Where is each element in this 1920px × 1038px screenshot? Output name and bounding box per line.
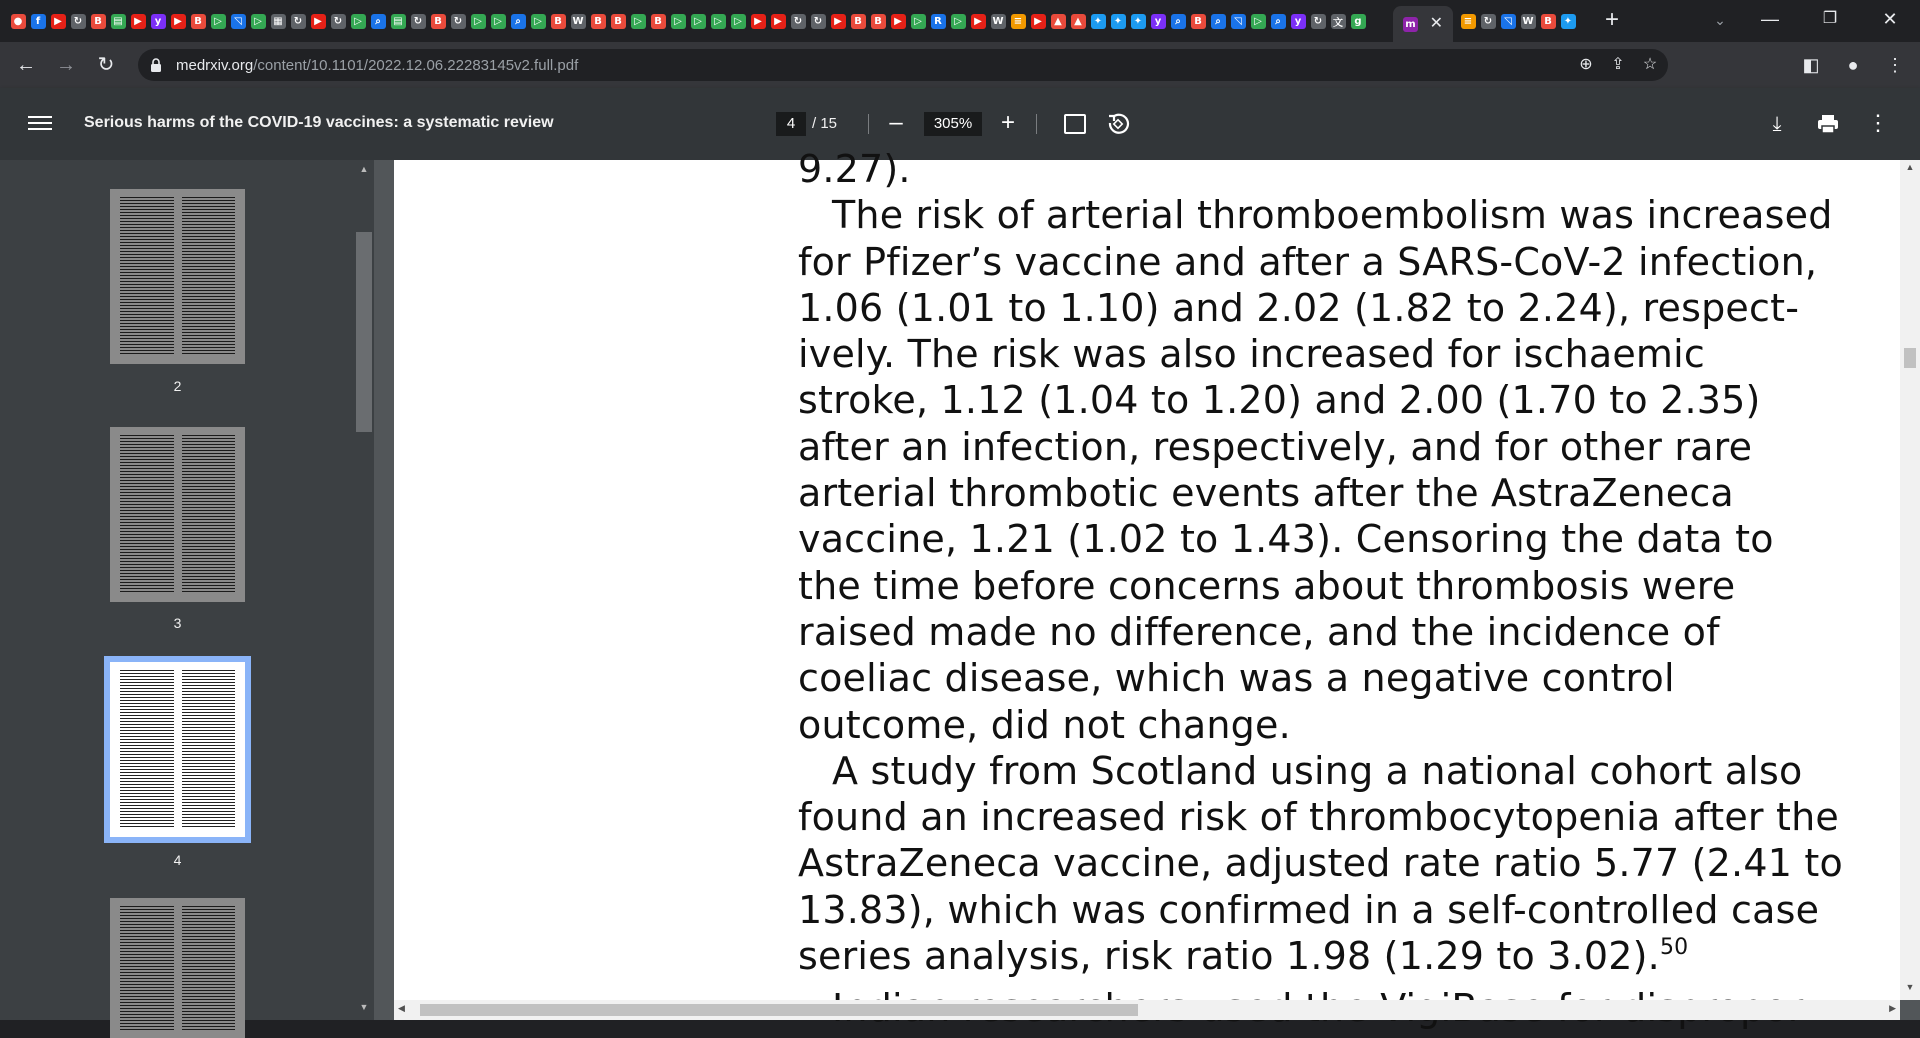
text-line-content: The risk of arterial thromboembolism was increased xyxy=(832,193,1833,238)
tab-search-button[interactable]: ⌄ xyxy=(1714,12,1726,28)
vertical-scrollbar-thumb[interactable] xyxy=(1904,348,1916,368)
hamburger-menu-icon[interactable] xyxy=(28,112,52,136)
thumbnail-label: 3 xyxy=(173,615,182,631)
pinned-tab[interactable] xyxy=(148,8,168,34)
text-line-content: arterial thrombotic events after the AstraZeneca xyxy=(798,471,1734,516)
text-line-content: vaccine, 1.21 (1.02 to 1.43). Censoring the data to xyxy=(798,517,1774,562)
text-line-content: raised made no difference, and the incidence of xyxy=(798,609,1720,654)
pinned-tab[interactable] xyxy=(1048,8,1068,34)
sidebar-scrollbar-thumb[interactable] xyxy=(356,232,372,432)
r-icon: R xyxy=(931,14,946,29)
pinned-tab[interactable] xyxy=(548,8,568,34)
page-thumbnail[interactable] xyxy=(110,189,245,364)
b-icon: B xyxy=(1191,14,1206,29)
zoom-icon[interactable]: ⊕ xyxy=(1579,56,1593,73)
new-tab-button[interactable]: + xyxy=(1604,6,1619,33)
thumbnail-label: 4 xyxy=(173,852,182,868)
text-line xyxy=(798,470,1878,516)
text-line-content: AstraZeneca vaccine, adjusted rate ratio 5.77 (2.41 to xyxy=(798,841,1843,886)
pinned-tab[interactable] xyxy=(648,8,668,34)
pinned-tab[interactable] xyxy=(488,8,508,34)
page-text xyxy=(798,146,1878,993)
toolbar-divider xyxy=(868,114,869,134)
url-host: medrxiv.org xyxy=(176,57,254,74)
doc-icon: ▤ xyxy=(111,14,126,29)
pinned-tab[interactable] xyxy=(1248,8,1268,34)
b-icon: B xyxy=(651,14,666,29)
text-line xyxy=(798,331,1878,377)
text-line xyxy=(798,979,1878,993)
text-line-content: 13.83), which was confirmed in a self-controlled case xyxy=(798,887,1820,932)
wiki-icon: W xyxy=(1522,15,1534,27)
pinned-tab[interactable] xyxy=(668,8,688,34)
scroll-up-arrow-icon[interactable]: ▲ xyxy=(1905,162,1915,172)
play-icon: ▷ xyxy=(711,14,726,29)
play-icon: ▷ xyxy=(671,14,686,29)
pinned-tab[interactable] xyxy=(168,8,188,34)
close-tab-icon[interactable]: ✕ xyxy=(1429,15,1443,32)
pinned-tab[interactable] xyxy=(1478,8,1498,34)
text-line xyxy=(798,239,1878,285)
text-line-content: ively. The risk was also increased for ischaemic xyxy=(798,332,1705,377)
youtube-icon: ▶ xyxy=(771,14,786,29)
pinned-tab[interactable] xyxy=(1168,8,1188,34)
pinned-tab[interactable] xyxy=(968,8,988,34)
youtube-icon: ▶ xyxy=(51,14,66,29)
pinned-tab[interactable] xyxy=(888,8,908,34)
text-line xyxy=(798,516,1878,562)
pinned-tab[interactable] xyxy=(1188,8,1208,34)
youtube-icon: ▶ xyxy=(1031,14,1046,29)
y-icon: y xyxy=(151,14,166,29)
youtube-icon: ▶ xyxy=(131,14,146,29)
text-line-content: 1.06 (1.01 to 1.10) and 2.02 (1.82 to 2.24), respect- xyxy=(798,285,1800,330)
zoom-in-button[interactable]: + xyxy=(1000,109,1015,136)
document-title: Serious harms of the COVID-19 vaccines: a systematic review xyxy=(84,114,554,131)
text-line xyxy=(798,933,1878,979)
pinned-tab[interactable] xyxy=(268,8,288,34)
text-line xyxy=(798,748,1878,794)
youtube-icon: ▶ xyxy=(891,14,906,29)
scroll-right-arrow-icon[interactable]: ▶ xyxy=(1889,1003,1896,1013)
scroll-left-arrow-icon[interactable]: ◀ xyxy=(398,1003,405,1013)
pinned-tab[interactable] xyxy=(8,8,28,34)
search-icon: ⌕ xyxy=(1211,14,1226,29)
youtube-icon: ▶ xyxy=(831,14,846,29)
text-line-content: series analysis, risk ratio 1.98 (1.29 to 3.02). xyxy=(798,934,1660,979)
pinned-tab[interactable] xyxy=(568,8,588,34)
scroll-down-arrow-icon[interactable]: ▼ xyxy=(359,1002,369,1012)
pinned-tab[interactable] xyxy=(688,8,708,34)
pinned-tab[interactable] xyxy=(208,8,228,34)
ghost-icon: ● xyxy=(11,14,26,29)
pinned-tab[interactable] xyxy=(1288,8,1308,34)
horizontal-scrollbar-thumb[interactable] xyxy=(420,1004,1138,1016)
pinned-tab[interactable] xyxy=(448,8,468,34)
share-icon[interactable]: ⇪ xyxy=(1611,56,1625,73)
diag-icon: ◹ xyxy=(231,14,246,29)
pinned-tab[interactable] xyxy=(1148,8,1168,34)
y-icon: y xyxy=(1151,14,1166,29)
pinned-tab[interactable] xyxy=(728,8,748,34)
youtube-icon: ▶ xyxy=(311,14,326,29)
page-thumbnail[interactable] xyxy=(110,427,245,602)
b-icon: B xyxy=(431,14,446,29)
restore-button[interactable]: ❐ xyxy=(1822,10,1838,27)
play-icon: ▷ xyxy=(691,14,706,29)
fire-icon: ▲ xyxy=(1051,14,1066,29)
fr-icon: f xyxy=(31,14,46,29)
text-line-content: the time before concerns about thrombosis were xyxy=(798,563,1736,608)
pinned-tab[interactable] xyxy=(1068,8,1088,34)
page-thumbnail[interactable] xyxy=(110,898,245,1038)
medrxiv-icon: m xyxy=(1403,17,1418,32)
play-icon: ▷ xyxy=(631,14,646,29)
text-line xyxy=(798,146,1878,192)
more-actions-icon[interactable]: ⋮ xyxy=(1867,110,1889,135)
play-icon: ▷ xyxy=(251,14,266,29)
scroll-up-arrow-icon[interactable]: ▲ xyxy=(359,164,369,174)
refresh-icon: ↻ xyxy=(811,14,826,29)
refresh-icon: ↻ xyxy=(71,14,86,29)
browser-menu-icon[interactable]: ⋮ xyxy=(1886,55,1904,75)
text-line xyxy=(798,285,1878,331)
pinned-tab[interactable] xyxy=(28,8,48,34)
pdf-viewer xyxy=(374,147,1920,1020)
search-icon: ⌕ xyxy=(1271,14,1286,29)
pinned-tab[interactable] xyxy=(828,8,848,34)
pinned-tab[interactable] xyxy=(108,8,128,34)
pinned-tab[interactable] xyxy=(988,8,1008,34)
pinned-tab[interactable] xyxy=(228,8,248,34)
pinned-tab[interactable] xyxy=(1088,8,1108,34)
pinned-tab[interactable] xyxy=(848,8,868,34)
minimize-button[interactable]: — xyxy=(1761,9,1779,29)
youtube-icon: ▶ xyxy=(751,14,766,29)
play-icon: ▷ xyxy=(911,14,926,29)
b-icon: B xyxy=(871,14,886,29)
pinned-tab[interactable] xyxy=(908,8,928,34)
page-total: / 15 xyxy=(812,115,838,132)
pinned-tab[interactable] xyxy=(1558,8,1578,34)
pinned-tab[interactable] xyxy=(328,8,348,34)
download-icon[interactable]: ⤓ xyxy=(1772,113,1782,135)
pinned-tab[interactable] xyxy=(508,8,528,34)
pinned-tab-list xyxy=(8,8,1368,34)
lock-icon[interactable] xyxy=(150,57,162,73)
pinned-tab[interactable] xyxy=(288,8,308,34)
search-icon: ⌕ xyxy=(371,14,386,29)
refresh-icon: ↻ xyxy=(1311,14,1326,29)
text-line-content: for Pfizer’s vaccine and after a SARS-CoV-2 infection, xyxy=(798,239,1818,284)
text-line-content: found an increased risk of thrombocytopenia after the xyxy=(798,795,1839,840)
b-icon: B xyxy=(611,14,626,29)
pinned-tab[interactable] xyxy=(788,8,808,34)
pinned-tab[interactable] xyxy=(708,8,728,34)
page-thumbnail-active[interactable] xyxy=(110,662,245,837)
pinned-tab[interactable] xyxy=(128,8,148,34)
pinned-tab[interactable] xyxy=(868,8,888,34)
pinned-tab[interactable] xyxy=(88,8,108,34)
pinned-tab[interactable] xyxy=(1308,8,1328,34)
refresh-icon: ↻ xyxy=(1481,14,1496,29)
diag-icon: ◹ xyxy=(1501,14,1516,29)
rotate-icon[interactable] xyxy=(1106,112,1130,136)
pinned-tab[interactable] xyxy=(188,8,208,34)
pinned-tab[interactable] xyxy=(748,8,768,34)
pinned-tab[interactable] xyxy=(1268,8,1288,34)
twitter-icon: ✦ xyxy=(1111,14,1126,29)
tail-tab-list xyxy=(1458,8,1578,34)
bookmark-star-icon[interactable]: ☆ xyxy=(1642,56,1658,73)
refresh-icon: ↻ xyxy=(411,14,426,29)
back-button[interactable]: ← xyxy=(16,54,36,76)
text-line-content: A study from Scotland using a national cohort also xyxy=(832,748,1803,793)
pinned-tab[interactable] xyxy=(1348,8,1368,34)
wiki-icon: W xyxy=(572,15,584,27)
refresh-icon: ↻ xyxy=(291,14,306,29)
pinned-tab[interactable] xyxy=(1008,8,1028,34)
y-icon: y xyxy=(1291,14,1306,29)
tab-strip xyxy=(0,0,1920,42)
side-panel-icon[interactable]: ◧ xyxy=(1802,55,1820,75)
search-icon: ⌕ xyxy=(511,14,526,29)
reload-button[interactable]: ↻ xyxy=(97,54,115,76)
play-icon: ▷ xyxy=(471,14,486,29)
text-line xyxy=(798,424,1878,470)
thumbnail-label: 2 xyxy=(173,378,182,394)
fit-to-page-icon[interactable] xyxy=(1064,114,1086,134)
twitter-icon: ✦ xyxy=(1131,14,1146,29)
text-line xyxy=(798,840,1878,886)
pinned-tab[interactable] xyxy=(1128,8,1148,34)
g-icon: g xyxy=(1351,14,1366,29)
text-line xyxy=(798,702,1878,748)
active-tab[interactable] xyxy=(1393,6,1453,42)
pinned-tab[interactable] xyxy=(68,8,88,34)
play-icon: ▷ xyxy=(491,14,506,29)
text-line xyxy=(798,377,1878,423)
play-icon: ▷ xyxy=(951,14,966,29)
youtube-icon: ▶ xyxy=(171,14,186,29)
zoom-level-input[interactable]: 305% xyxy=(924,112,982,136)
b-icon: B xyxy=(551,14,566,29)
scroll-down-arrow-icon[interactable]: ▼ xyxy=(1905,982,1915,992)
text-line xyxy=(798,794,1878,840)
url-text[interactable] xyxy=(176,57,578,74)
b-icon: B xyxy=(851,14,866,29)
zoom-out-button[interactable]: – xyxy=(889,109,903,136)
wiki-icon: W xyxy=(992,15,1004,27)
print-icon[interactable] xyxy=(1816,112,1840,136)
horizontal-scrollbar[interactable] xyxy=(394,1000,1900,1020)
citation-superscript: 50 xyxy=(1659,935,1689,961)
vertical-scrollbar[interactable] xyxy=(1900,160,1920,1000)
text-line xyxy=(798,192,1878,238)
address-bar[interactable] xyxy=(138,49,1668,81)
pinned-tab[interactable] xyxy=(1538,8,1558,34)
pinned-tab[interactable] xyxy=(1458,8,1478,34)
text-line-content: 9.27). xyxy=(798,147,911,191)
play-icon: ▷ xyxy=(731,14,746,29)
text-line xyxy=(798,887,1878,933)
page-number-input[interactable]: 4 xyxy=(776,112,806,136)
pinned-tab[interactable] xyxy=(1108,8,1128,34)
list-icon: ≡ xyxy=(1461,14,1476,29)
diag-icon: ◹ xyxy=(1231,14,1246,29)
pinned-tab[interactable] xyxy=(588,8,608,34)
pinned-tab[interactable] xyxy=(1328,8,1348,34)
profile-icon[interactable]: ● xyxy=(1847,55,1859,75)
pinned-tab[interactable] xyxy=(468,8,488,34)
browser-toolbar xyxy=(0,42,1920,88)
pinned-tab[interactable] xyxy=(1028,8,1048,34)
pinned-tab[interactable] xyxy=(1228,8,1248,34)
doc-icon: ▤ xyxy=(391,14,406,29)
play-icon: ▷ xyxy=(531,14,546,29)
twitter-icon: ✦ xyxy=(1561,14,1576,29)
text-line xyxy=(798,609,1878,655)
play-icon: ▷ xyxy=(211,14,226,29)
pdf-page xyxy=(394,147,1900,1000)
pinned-tab[interactable] xyxy=(388,8,408,34)
b-icon: B xyxy=(1541,14,1556,29)
pinned-tab[interactable] xyxy=(768,8,788,34)
text-line xyxy=(798,563,1878,609)
forward-button[interactable]: → xyxy=(56,54,76,76)
play-icon: ▷ xyxy=(351,14,366,29)
pinned-tab[interactable] xyxy=(1518,8,1538,34)
pinned-tab[interactable] xyxy=(608,8,628,34)
text-line-content: stroke, 1.12 (1.04 to 1.20) and 2.00 (1.70 to 2.35) xyxy=(798,378,1761,423)
translate-icon: 文 xyxy=(1331,14,1346,29)
pinned-tab[interactable] xyxy=(48,8,68,34)
qr-icon: ▦ xyxy=(271,14,286,29)
pinned-tab[interactable] xyxy=(928,8,948,34)
pinned-tab[interactable] xyxy=(248,8,268,34)
refresh-icon: ↻ xyxy=(331,14,346,29)
text-line-content: after an infection, respectively, and for other rare xyxy=(798,424,1753,469)
refresh-icon: ↻ xyxy=(791,14,806,29)
youtube-icon: ▶ xyxy=(971,14,986,29)
b-icon: B xyxy=(91,14,106,29)
menu-icon: ≡ xyxy=(1011,14,1026,29)
thumbnail-sidebar xyxy=(0,160,374,1020)
pinned-tab[interactable] xyxy=(1498,8,1518,34)
url-path: /content/10.1101/2022.12.06.22283145v2.full.pdf xyxy=(253,57,579,74)
pinned-tab[interactable] xyxy=(428,8,448,34)
b-icon: B xyxy=(191,14,206,29)
text-line xyxy=(798,655,1878,701)
b-icon: B xyxy=(591,14,606,29)
twitter-icon: ✦ xyxy=(1091,14,1106,29)
pinned-tab[interactable] xyxy=(368,8,388,34)
text-line-content: outcome, did not change. xyxy=(798,702,1291,747)
pinned-tab[interactable] xyxy=(808,8,828,34)
refresh-icon: ↻ xyxy=(451,14,466,29)
pinned-tab[interactable] xyxy=(948,8,968,34)
pinned-tab[interactable] xyxy=(1208,8,1228,34)
close-window-button[interactable]: ✕ xyxy=(1882,9,1898,29)
search-icon: ⌕ xyxy=(1171,14,1186,29)
pinned-tab[interactable] xyxy=(408,8,428,34)
pinned-tab[interactable] xyxy=(348,8,368,34)
pinned-tab[interactable] xyxy=(528,8,548,34)
play-icon: ▷ xyxy=(1251,14,1266,29)
pinned-tab[interactable] xyxy=(628,8,648,34)
toolbar-divider xyxy=(1036,114,1037,134)
pinned-tab[interactable] xyxy=(308,8,328,34)
text-line-content: coeliac disease, which was a negative control xyxy=(798,656,1675,701)
fire-icon: ▲ xyxy=(1071,14,1086,29)
